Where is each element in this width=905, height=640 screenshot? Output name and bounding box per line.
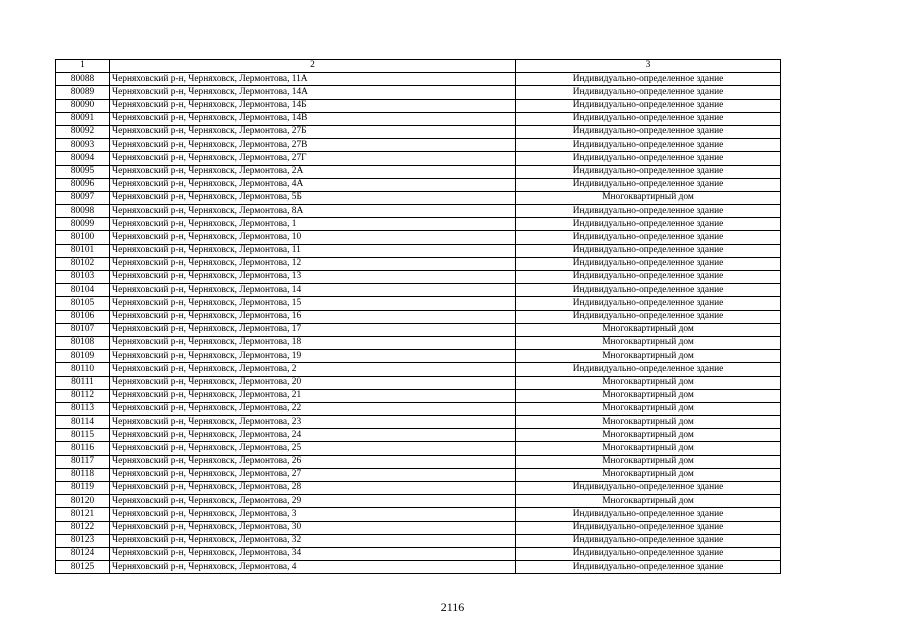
row-type-cell: Индивидуально-определенное здание (516, 99, 781, 112)
row-address-cell: Черняховский р-н, Черняховск, Лермонтова, 30 (110, 521, 516, 534)
row-address-cell: Черняховский р-н, Черняховск, Лермонтова, 29 (110, 495, 516, 508)
table-row (56, 99, 781, 112)
row-type-cell: Многоквартирный дом (516, 323, 781, 336)
header-col-2: 2 (110, 60, 516, 73)
table-body (56, 73, 781, 574)
row-type-cell: Индивидуально-определенное здание (516, 521, 781, 534)
table-row (56, 416, 781, 429)
row-type-cell: Индивидуально-определенное здание (516, 231, 781, 244)
row-address-cell: Черняховский р-н, Черняховск, Лермонтова, 21 (110, 389, 516, 402)
row-id-cell: 80101 (56, 244, 110, 257)
row-type-cell: Индивидуально-определенное здание (516, 297, 781, 310)
row-address-cell: Черняховский р-н, Черняховск, Лермонтова, 34 (110, 547, 516, 560)
table-row (56, 323, 781, 336)
row-id-cell: 80092 (56, 125, 110, 138)
row-type-cell: Многоквартирный дом (516, 336, 781, 349)
row-type-cell: Многоквартирный дом (516, 350, 781, 363)
header-row (56, 60, 781, 73)
row-id-cell: 80094 (56, 152, 110, 165)
row-address-cell: Черняховский р-н, Черняховск, Лермонтова, 14А (110, 86, 516, 99)
table-row (56, 521, 781, 534)
row-address-cell: Черняховский р-н, Черняховск, Лермонтова, 28 (110, 482, 516, 495)
table-row (56, 363, 781, 376)
row-id-cell: 80117 (56, 455, 110, 468)
header-col-1: 1 (56, 60, 110, 73)
row-id-cell: 80091 (56, 112, 110, 125)
row-address-cell: Черняховский р-н, Черняховск, Лермонтова, 4 (110, 561, 516, 574)
row-type-cell: Многоквартирный дом (516, 402, 781, 415)
row-id-cell: 80123 (56, 534, 110, 547)
table-row (56, 561, 781, 574)
table-row (56, 389, 781, 402)
row-address-cell: Черняховский р-н, Черняховск, Лермонтова, 11А (110, 73, 516, 86)
table-row (56, 86, 781, 99)
row-address-cell: Черняховский р-н, Черняховск, Лермонтова, 23 (110, 416, 516, 429)
table-row (56, 455, 781, 468)
row-type-cell: Многоквартирный дом (516, 416, 781, 429)
row-address-cell: Черняховский р-н, Черняховск, Лермонтова, 25 (110, 442, 516, 455)
row-address-cell: Черняховский р-н, Черняховск, Лермонтова, 11 (110, 244, 516, 257)
row-type-cell: Индивидуально-определенное здание (516, 165, 781, 178)
row-address-cell: Черняховский р-н, Черняховск, Лермонтова, 3 (110, 508, 516, 521)
row-address-cell: Черняховский р-н, Черняховск, Лермонтова, 27Б (110, 125, 516, 138)
table-row (56, 244, 781, 257)
row-id-cell: 80103 (56, 271, 110, 284)
row-id-cell: 80109 (56, 350, 110, 363)
table-row (56, 468, 781, 481)
row-address-cell: Черняховский р-н, Черняховск, Лермонтова, 14Б (110, 99, 516, 112)
table-row (56, 482, 781, 495)
row-id-cell: 80104 (56, 284, 110, 297)
row-address-cell: Черняховский р-н, Черняховск, Лермонтова, 27 (110, 468, 516, 481)
table-row (56, 297, 781, 310)
row-id-cell: 80088 (56, 73, 110, 86)
row-type-cell: Индивидуально-определенное здание (516, 112, 781, 125)
row-type-cell: Индивидуально-определенное здание (516, 271, 781, 284)
row-address-cell: Черняховский р-н, Черняховск, Лермонтова, 4А (110, 178, 516, 191)
row-id-cell: 80099 (56, 218, 110, 231)
row-type-cell: Индивидуально-определенное здание (516, 152, 781, 165)
row-type-cell: Многоквартирный дом (516, 468, 781, 481)
row-id-cell: 80095 (56, 165, 110, 178)
row-id-cell: 80107 (56, 323, 110, 336)
table-row (56, 402, 781, 415)
row-id-cell: 80090 (56, 99, 110, 112)
table-row (56, 271, 781, 284)
row-address-cell: Черняховский р-н, Черняховск, Лермонтова, 14 (110, 284, 516, 297)
row-type-cell: Индивидуально-определенное здание (516, 547, 781, 560)
row-address-cell: Черняховский р-н, Черняховск, Лермонтова, 10 (110, 231, 516, 244)
row-id-cell: 80118 (56, 468, 110, 481)
row-address-cell: Черняховский р-н, Черняховск, Лермонтова, 2А (110, 165, 516, 178)
row-address-cell: Черняховский р-н, Черняховск, Лермонтова, 17 (110, 323, 516, 336)
row-id-cell: 80110 (56, 363, 110, 376)
register-table (55, 59, 781, 574)
row-type-cell: Многоквартирный дом (516, 191, 781, 204)
table-row (56, 112, 781, 125)
table-row (56, 284, 781, 297)
row-id-cell: 80102 (56, 257, 110, 270)
row-address-cell: Черняховский р-н, Черняховск, Лермонтова, 13 (110, 271, 516, 284)
row-address-cell: Черняховский р-н, Черняховск, Лермонтова, 19 (110, 350, 516, 363)
header-col-3: 3 (516, 60, 781, 73)
table-row (56, 547, 781, 560)
table-row (56, 508, 781, 521)
row-type-cell: Многоквартирный дом (516, 376, 781, 389)
table-row (56, 218, 781, 231)
row-address-cell: Черняховский р-н, Черняховск, Лермонтова, 22 (110, 402, 516, 415)
row-id-cell: 80111 (56, 376, 110, 389)
table-row (56, 125, 781, 138)
row-type-cell: Индивидуально-определенное здание (516, 363, 781, 376)
table-row (56, 191, 781, 204)
row-type-cell: Индивидуально-определенное здание (516, 534, 781, 547)
row-type-cell: Индивидуально-определенное здание (516, 561, 781, 574)
row-type-cell: Многоквартирный дом (516, 495, 781, 508)
row-id-cell: 80096 (56, 178, 110, 191)
row-address-cell: Черняховский р-н, Черняховск, Лермонтова, 27Г (110, 152, 516, 165)
row-address-cell: Черняховский р-н, Черняховск, Лермонтова, 20 (110, 376, 516, 389)
table-row (56, 165, 781, 178)
row-type-cell: Индивидуально-определенное здание (516, 73, 781, 86)
row-id-cell: 80100 (56, 231, 110, 244)
table-row (56, 205, 781, 218)
row-id-cell: 80113 (56, 402, 110, 415)
table-row (56, 442, 781, 455)
row-address-cell: Черняховский р-н, Черняховск, Лермонтова, 24 (110, 429, 516, 442)
row-type-cell: Индивидуально-определенное здание (516, 310, 781, 323)
row-address-cell: Черняховский р-н, Черняховск, Лермонтова, 32 (110, 534, 516, 547)
table-header (56, 60, 781, 73)
row-type-cell: Индивидуально-определенное здание (516, 178, 781, 191)
row-id-cell: 80121 (56, 508, 110, 521)
table-row (56, 139, 781, 152)
table-row (56, 336, 781, 349)
table-row (56, 350, 781, 363)
row-address-cell: Черняховский р-н, Черняховск, Лермонтова, 1 (110, 218, 516, 231)
page-number: 2116 (440, 600, 465, 614)
row-address-cell: Черняховский р-н, Черняховск, Лермонтова, 27В (110, 139, 516, 152)
row-id-cell: 80106 (56, 310, 110, 323)
row-type-cell: Индивидуально-определенное здание (516, 244, 781, 257)
row-type-cell: Многоквартирный дом (516, 455, 781, 468)
table-row (56, 495, 781, 508)
table-row (56, 310, 781, 323)
row-address-cell: Черняховский р-н, Черняховск, Лермонтова, 26 (110, 455, 516, 468)
row-address-cell: Черняховский р-н, Черняховск, Лермонтова, 14В (110, 112, 516, 125)
row-id-cell: 80089 (56, 86, 110, 99)
row-type-cell: Многоквартирный дом (516, 442, 781, 455)
table-row (56, 231, 781, 244)
table-row (56, 376, 781, 389)
row-id-cell: 80093 (56, 139, 110, 152)
row-id-cell: 80124 (56, 547, 110, 560)
row-type-cell: Индивидуально-определенное здание (516, 482, 781, 495)
table-row (56, 257, 781, 270)
row-address-cell: Черняховский р-н, Черняховск, Лермонтова, 15 (110, 297, 516, 310)
row-type-cell: Индивидуально-определенное здание (516, 205, 781, 218)
row-id-cell: 80115 (56, 429, 110, 442)
row-type-cell: Многоквартирный дом (516, 429, 781, 442)
row-type-cell: Индивидуально-определенное здание (516, 218, 781, 231)
row-id-cell: 80112 (56, 389, 110, 402)
row-type-cell: Индивидуально-определенное здание (516, 139, 781, 152)
row-id-cell: 80114 (56, 416, 110, 429)
table-row (56, 429, 781, 442)
row-type-cell: Индивидуально-определенное здание (516, 257, 781, 270)
row-id-cell: 80120 (56, 495, 110, 508)
row-type-cell: Многоквартирный дом (516, 389, 781, 402)
row-address-cell: Черняховский р-н, Черняховск, Лермонтова, 12 (110, 257, 516, 270)
row-address-cell: Черняховский р-н, Черняховск, Лермонтова, 18 (110, 336, 516, 349)
row-address-cell: Черняховский р-н, Черняховск, Лермонтова, 2 (110, 363, 516, 376)
row-type-cell: Индивидуально-определенное здание (516, 125, 781, 138)
row-id-cell: 80119 (56, 482, 110, 495)
table-row (56, 152, 781, 165)
row-id-cell: 80098 (56, 205, 110, 218)
row-type-cell: Индивидуально-определенное здание (516, 86, 781, 99)
row-id-cell: 80108 (56, 336, 110, 349)
row-address-cell: Черняховский р-н, Черняховск, Лермонтова, 5Б (110, 191, 516, 204)
row-type-cell: Индивидуально-определенное здание (516, 284, 781, 297)
row-id-cell: 80097 (56, 191, 110, 204)
table-row (56, 73, 781, 86)
row-id-cell: 80116 (56, 442, 110, 455)
row-id-cell: 80122 (56, 521, 110, 534)
row-address-cell: Черняховский р-н, Черняховск, Лермонтова, 16 (110, 310, 516, 323)
row-type-cell: Индивидуально-определенное здание (516, 508, 781, 521)
row-id-cell: 80125 (56, 561, 110, 574)
row-address-cell: Черняховский р-н, Черняховск, Лермонтова, 8А (110, 205, 516, 218)
table-row (56, 178, 781, 191)
row-id-cell: 80105 (56, 297, 110, 310)
table-row (56, 534, 781, 547)
